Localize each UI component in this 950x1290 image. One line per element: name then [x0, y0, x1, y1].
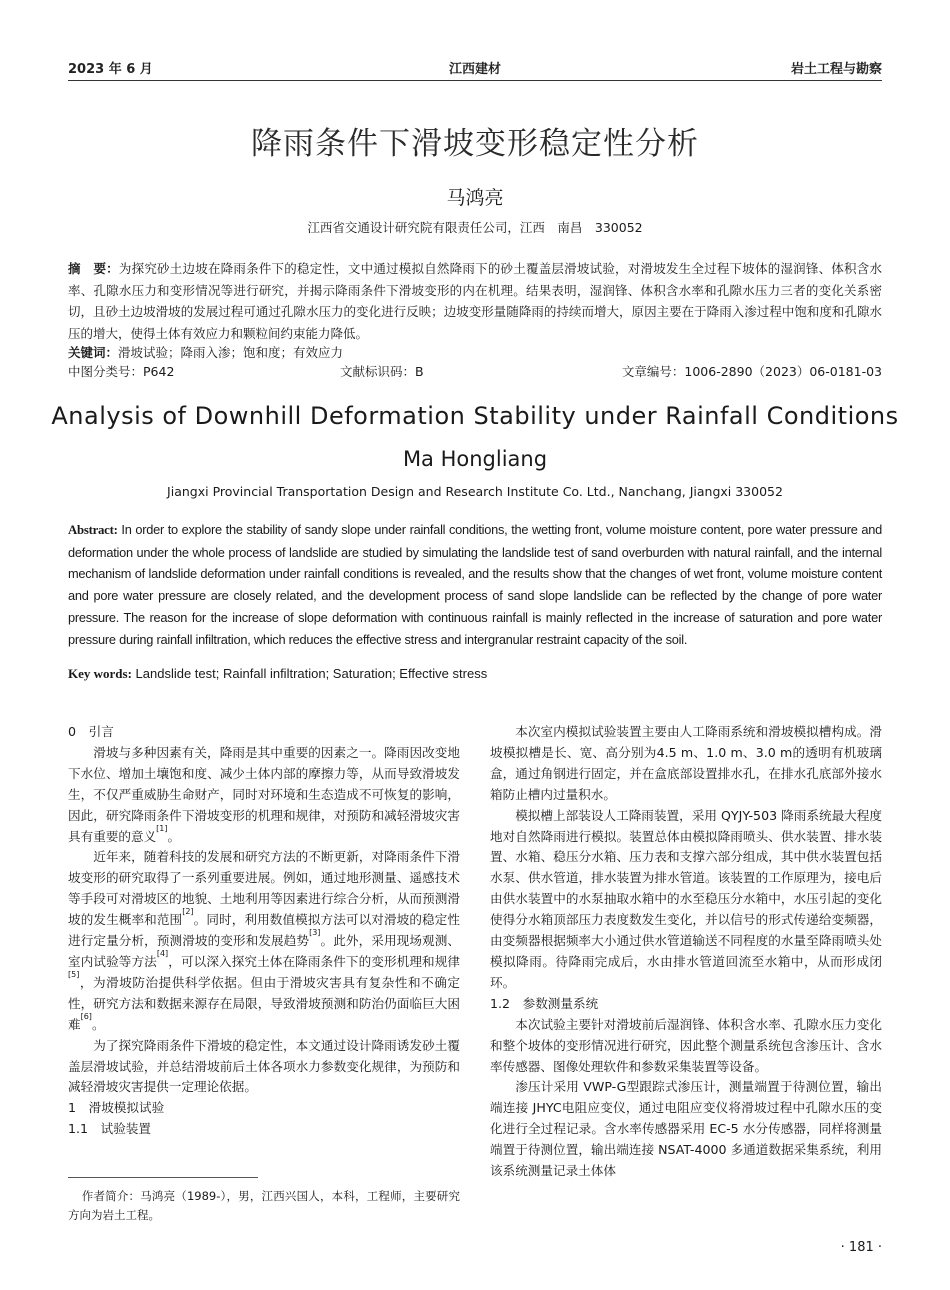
abstract-en — [68, 519, 882, 650]
author-name-en: Ma Hongliang — [402, 447, 548, 471]
section-heading-1-2: 1.2 参数测量系统 — [490, 995, 599, 1011]
abstract-cn-text: 为探究砂土边坡在降雨条件下的稳定性，文中通过模拟自然降雨下的砂土覆盖层滑坡试验，对滑坡发生全过程下坡体的湿润锋、体积含水率、孔隙水压力和变形情况等进行研究，并揭示降雨条件下滑坡变形的内在机理。结果表明，湿润锋、体积含水率和孔隙水压力三者的变化关系密切，且砂土边坡滑坡的发展过程可通过孔隙水压力的变化进行反映；边坡变形量随降雨的持续而增大，原因主要在于降雨入渗过程中饱和度和孔隙水压的增大，使得土体有效应力和颗粒间约束能力降低。 — [68, 261, 882, 341]
paper-title-en: Analysis of Downhill Deformation Stability under Rainfall Conditions — [51, 402, 899, 430]
body-paragraph-1: 滑坡与多种因素有关，降雨是其中重要的因素之一。降雨因改变地下水位、增加土壤饱和度、减少土体内部的摩擦力等，从而导致滑坡发生，不仅严重威胁生命财产，同时对环境和生态造成不可恢复的影响，因此，研究降雨条件下滑坡变形的机理和规律，对预防和减轻滑坡灾害具有重要的意义[1]。 — [68, 744, 460, 844]
body-right-column — [490, 722, 882, 1182]
keywords-cn-text: 滑坡试验；降雨入渗；饱和度；有效应力 — [118, 345, 344, 360]
body-paragraph-r4: 渗压计采用 VWP-G型跟踪式渗压计，测量端置于待测位置，输出端连接 JHYC电阻应变仪，通过电阻应变仪将滑坡过程中孔隙水压的变化进行全过程记录。含水率传感器采用 EC-5 水分传感器，同样将测量端置于待测位置，输出端连接 NSAT-4000 多通道数据采集系统，利用该系统测量记录土体体 — [490, 1079, 882, 1179]
author-affiliation: 江西省交通设计研究院有限责任公司，江西 南昌 330052 — [307, 220, 643, 235]
keywords-en-text: Landslide test; Rainfall infiltration; Saturation; Effective stress — [131, 666, 488, 681]
page-number: · 181 · — [840, 1240, 882, 1255]
citation-3: [3] — [309, 928, 321, 938]
keywords-en — [68, 666, 487, 682]
header-section: 岩土工程与勘察 — [790, 62, 882, 77]
section-heading-intro: 0 引言 — [68, 724, 114, 739]
author-name: 马鸿亮 — [446, 187, 504, 209]
body-paragraph-2: 近年来，随着科技的发展和研究方法的不断更新，对降雨条件下滑坡变形的研究取得了一系列重要进展。例如，通过地形测量、遥感技术等手段可对滑坡区的地貌、土地利用等因素进行综合分析，从而预测滑坡的发生概率和范围[2]。同时，利用数值模拟方法可以对滑坡的稳定性进行定量分析，预测滑坡的变形和发展趋势[3]。此外，采用现场观测、室内试验等方法[4]，可以深入探究土体在降雨条件下的变形机理和规律[5]，为滑坡防治提供科学依据。但由于滑坡灾害具有复杂性和不确定性，研究方法和数据来源存在局限，导致滑坡预测和防治仍面临巨大困难[6]。 — [68, 849, 461, 1032]
body-paragraph-r1: 本次室内模拟试验装置主要由人工降雨系统和滑坡模拟槽构成。滑坡模拟槽是长、宽、高分别为4.5 m、1.0 m、3.0 m的透明有机玻璃盒，通过角钢进行固定，并在盒底部设置排水孔，在排水孔底部外接水箱防止槽内过量积水。 — [490, 724, 882, 802]
classification-row — [68, 362, 882, 380]
author-footnote: 作者简介：马鸿亮（1989-），男，江西兴国人，本科，工程师，主要研究方向为岩土工程。 — [68, 1189, 460, 1222]
header-journal: 江西建材 — [448, 62, 501, 77]
citation-2: [2] — [182, 907, 194, 917]
citation-5: [5] — [68, 969, 80, 979]
clc-number: 中图分类号：P642 — [68, 364, 175, 379]
body-paragraph-r2: 模拟槽上部装设人工降雨装置，采用 QYJY-503 降雨系统最大程度地对自然降雨进行模拟。装置总体由模拟降雨喷头、供水装置、排水装置、水箱、稳压分水箱、压力表和支撑六部分组成，其中供水装置包括水泵、供水管道，排水装置为排水管道。该装置的工作原理为，接电后由供水装置中的水泵抽取水箱中的水至稳压分水箱中，水压引起的变化使得分水箱顶部压力表度数发生变化，并以信号的形式传递给变频器，由变频器根据频率大小通过供水管道输送不同程度的水量至降雨喷头处模拟降雨。待降雨完成后，水由排水管道回流至水箱中，从而形成闭环。 — [490, 807, 882, 990]
keywords-cn-label: 关键词： — [68, 345, 119, 360]
keywords-cn — [68, 343, 343, 361]
paper-title: 降雨条件下滑坡变形稳定性分析 — [251, 126, 699, 162]
header-divider — [68, 80, 882, 81]
footnote-divider — [68, 1177, 258, 1178]
body-paragraph-r3: 本次试验主要针对滑坡前后湿润锋、体积含水率、孔隙水压力变化和整个坡体的变形情况进行研究，因此整个测量系统包含渗压计、含水率传感器、图像处理软件和参数采集装置等设备。 — [490, 1016, 882, 1074]
section-heading-1-1: 1.1 试验装置 — [68, 1121, 151, 1137]
citation-4: [4] — [156, 948, 169, 958]
body-left-column — [68, 722, 460, 1140]
body-paragraph-3: 为了探究降雨条件下滑坡的稳定性，本文通过设计降雨诱发砂土覆盖层滑坡试验，并总结滑坡前后土体各项水力参数变化规律，为预防和减轻滑坡灾害提供一定理论依据。 — [68, 1037, 460, 1095]
article-number: 文章编号：1006-2890（2023）06-0181-03 — [621, 364, 882, 379]
keywords-en-label: Key words: — [68, 666, 132, 681]
citation-1: [1] — [156, 823, 168, 833]
citation-6: [6] — [80, 1011, 92, 1021]
abstract-cn — [68, 258, 882, 344]
author-affiliation-en: Jiangxi Provincial Transportation Design and Research Institute Co. Ltd., Nanchang, Jiangxi 330052 — [167, 484, 783, 499]
section-heading-1: 1 滑坡模拟试验 — [68, 1100, 165, 1116]
header-date: 2023 年 6 月 — [68, 62, 153, 77]
abstract-en-label: Abstract: — [68, 523, 118, 537]
abstract-en-text: In order to explore the stability of sandy slope under rainfall conditions, the wetting front, volume moisture content, pore water pressure and deformation under the whole process of landslide are studied by simulating the landslide test of sand overburden with natural rainfall, and the internal mechanism of landslide deformation under rainfall conditions is revealed, and the results show that the changes of wet front, volume moisture content and pore water pressure are closely related, and the development process of sand slope landslide can be reflected by the change of pore water pressure. The reason for the increase of slope deformation with continuous rainfall is mainly reflected in the increase of saturation and pore water pressure during rainfall infiltration, which reduces the effective stress and intergranular restraint capacity of the soil. — [68, 522, 882, 647]
document-code: 文献标识码：B — [340, 364, 424, 379]
abstract-cn-label: 摘 要： — [68, 261, 119, 276]
